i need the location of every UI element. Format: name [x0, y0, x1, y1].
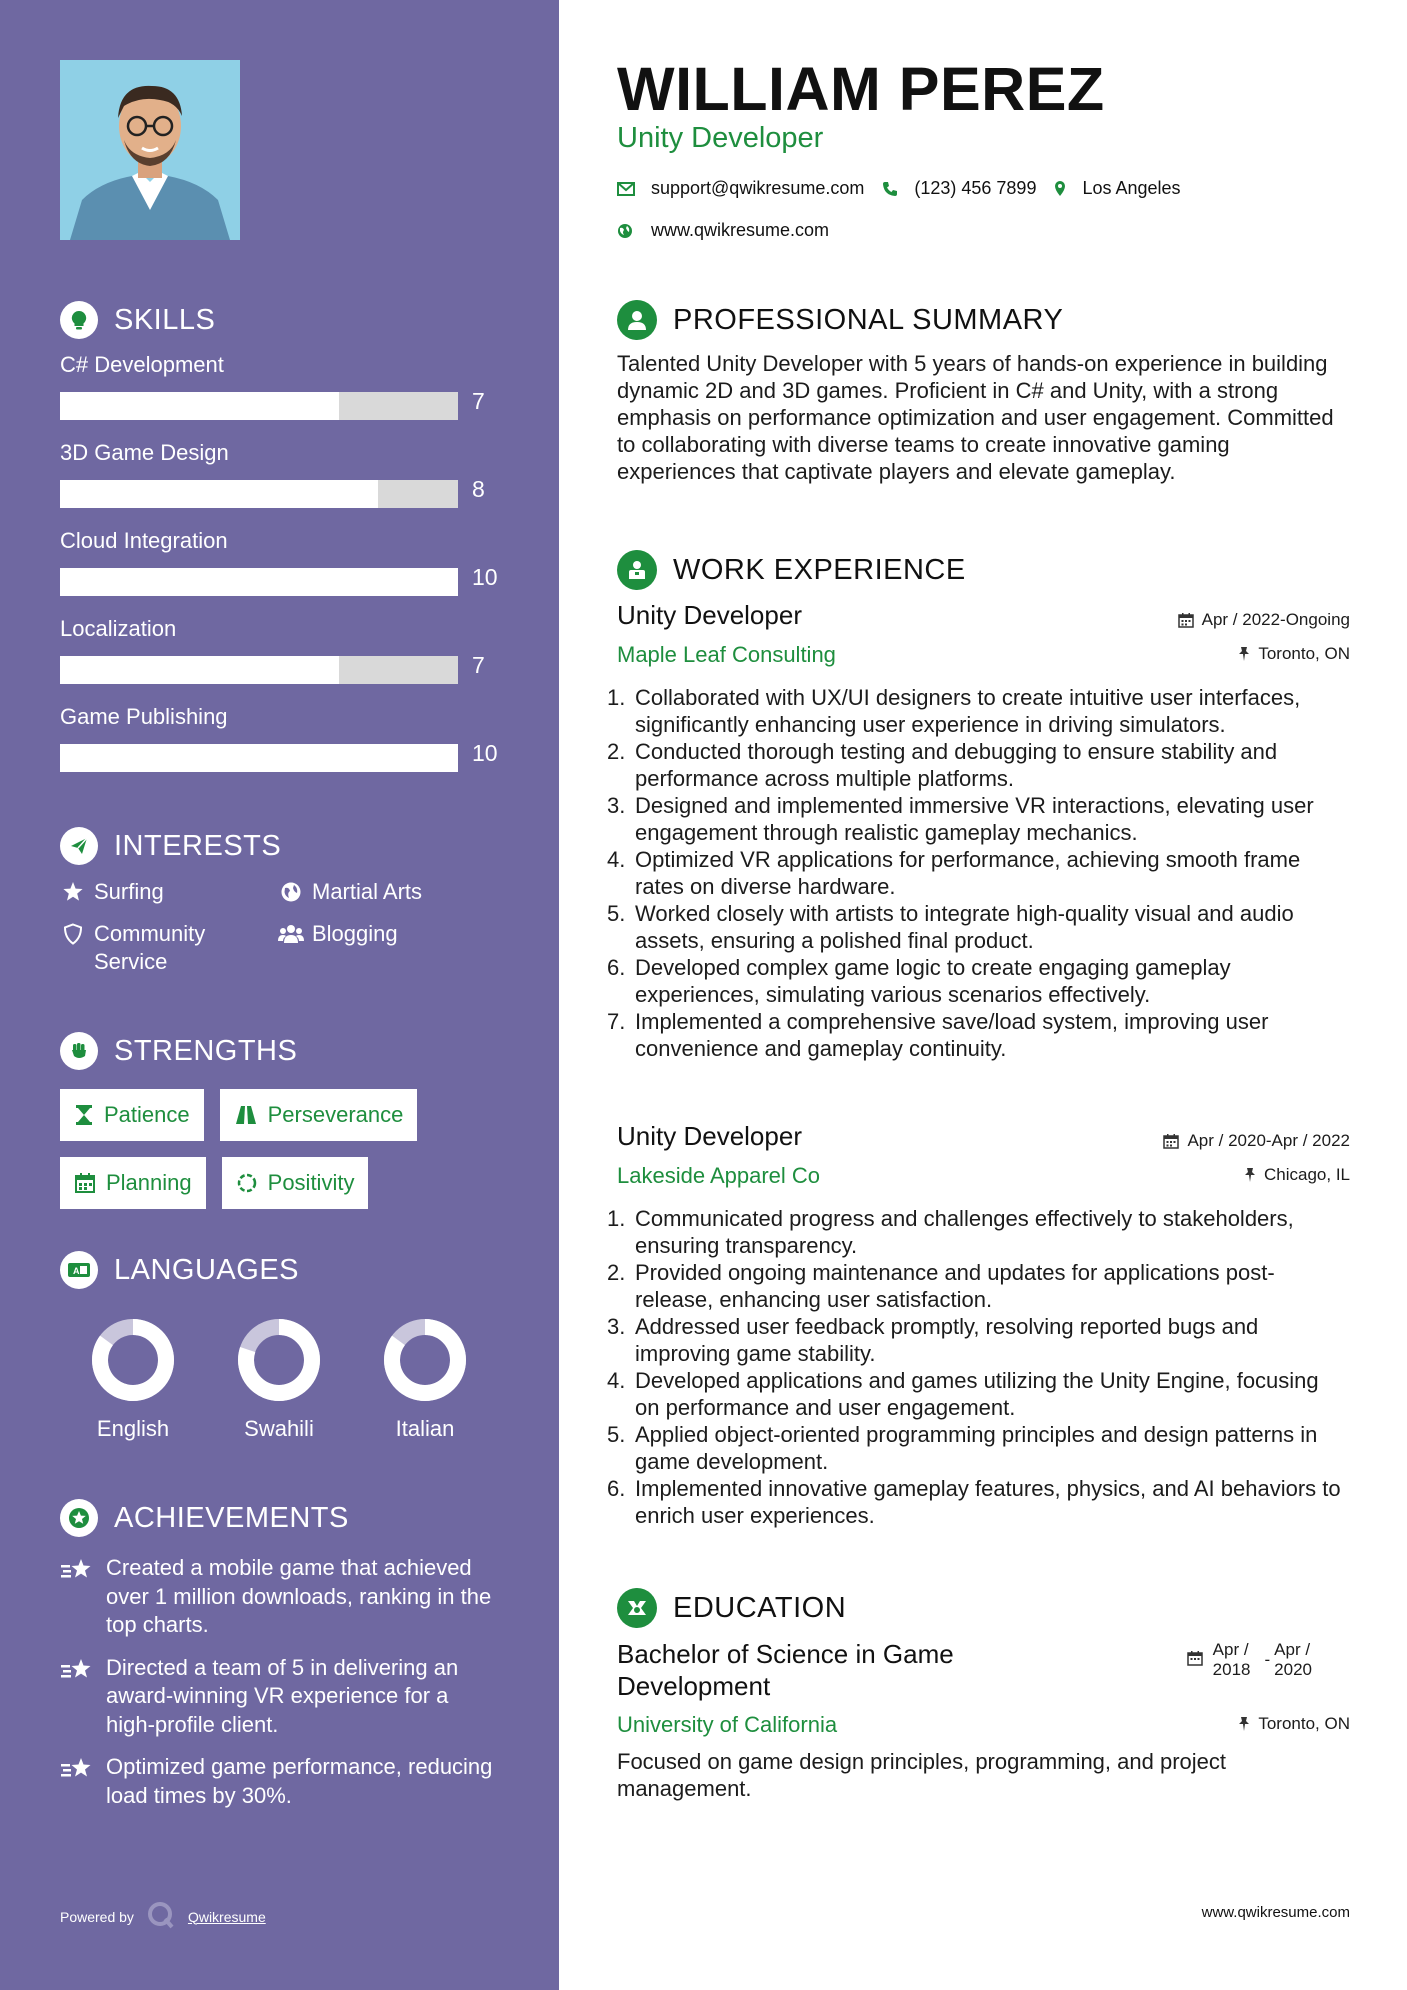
website-row	[617, 220, 829, 241]
strength-patience: Patience	[60, 1089, 204, 1141]
candidate-role: Unity Developer	[617, 122, 824, 154]
languages-list	[60, 1318, 500, 1442]
phone[interactable]: (123) 456 7899	[914, 178, 1037, 198]
skill-bar	[60, 656, 458, 684]
achievement-item	[60, 1554, 500, 1640]
main-content	[617, 0, 1350, 1990]
achievements-title: ACHIEVEMENTS	[114, 1501, 349, 1534]
skill-bar	[60, 744, 458, 772]
interests-list	[60, 878, 500, 976]
star-icon	[60, 878, 86, 903]
interest-item	[60, 878, 278, 906]
skills-title: SKILLS	[114, 303, 216, 336]
calendar-icon	[74, 1172, 96, 1194]
email[interactable]: support@qwikresume.com	[651, 178, 865, 198]
strength-perseverance: Perseverance	[220, 1089, 418, 1141]
job-bullet: Implemented innovative gameplay features, physics, and AI behaviors to enrich user experiences.	[635, 1476, 1341, 1528]
qwikresume-link[interactable]: Qwikresume	[187, 1908, 266, 1925]
calendar-icon	[1187, 1640, 1203, 1666]
skills-list	[60, 350, 500, 790]
job-company: Maple Leaf Consulting	[617, 642, 836, 667]
skill-item	[60, 350, 500, 438]
skill-name: C# Development	[60, 352, 224, 377]
shooting-star-icon	[60, 1753, 96, 1787]
skill-bar	[60, 568, 458, 596]
skill-item	[60, 526, 500, 614]
job-bullet: Designed and implemented immersive VR interactions, elevating user engagement through realistic gameplay mechanics.	[635, 793, 1314, 845]
summary-text: Talented Unity Developer with 5 years of hands-on experience in building dynamic 2D and 3D games. Proficient in C# and Unity, with a strong emphasis on performance optimization and user engagement. Committed to collaborating with diverse teams to create innovative gaming experiences that captivate players and elevate gameplay.	[617, 351, 1334, 484]
skill-item	[60, 614, 500, 702]
job-bullet: Conducted thorough testing and debugging to ensure stability and performance across multiple platforms.	[635, 739, 1278, 791]
language-label: Swahili	[244, 1416, 314, 1441]
job-bullet: Communicated progress and challenges effectively to stakeholders, ensuring transparency.	[635, 1206, 1294, 1258]
sidebar	[0, 0, 559, 1990]
circle-notch-icon	[236, 1172, 258, 1194]
skill-name: Localization	[60, 616, 177, 641]
language-item	[60, 1318, 206, 1442]
skill-bar-fill	[60, 480, 378, 508]
users-icon	[278, 920, 304, 945]
language-gauge	[237, 1318, 321, 1402]
job-bullet: Worked closely with artists to integrate high-quality visual and audio assets, ensuring a polished final product.	[635, 901, 1294, 953]
job-dates: Apr / 2020-Apr / 2022	[1163, 1131, 1350, 1151]
achievement-text: Directed a team of 5 in delivering an award-winning VR experience for a high-profile client.	[106, 1654, 459, 1737]
skill-item	[60, 702, 500, 790]
achievements-section	[60, 1496, 500, 1824]
education-dates: Apr / 2018 - Apr / 2020	[1187, 1640, 1312, 1680]
website[interactable]: www.qwikresume.com	[651, 220, 830, 240]
achievement-text: Optimized game performance, reducing load times by 30%.	[106, 1754, 493, 1808]
school: University of California	[617, 1712, 838, 1737]
language-item	[206, 1318, 352, 1442]
footer-url[interactable]: www.qwikresume.com	[1201, 1904, 1350, 1921]
map-marker-icon	[1054, 180, 1066, 197]
language-gauge	[383, 1318, 467, 1402]
education-entry	[617, 1638, 1350, 1737]
strengths-title: STRENGTHS	[114, 1034, 298, 1067]
skill-name: Game Publishing	[60, 704, 228, 729]
road-icon	[234, 1105, 258, 1125]
interest-item	[60, 920, 278, 976]
job-dates: Apr / 2022-Ongoing	[1178, 610, 1350, 630]
user-icon	[617, 300, 657, 340]
shield-icon	[60, 920, 86, 945]
phone-icon	[882, 181, 898, 197]
skills-section	[60, 298, 500, 790]
shooting-star-icon	[60, 1554, 96, 1588]
language-item	[352, 1318, 498, 1442]
interest-label: Martial Arts	[312, 879, 423, 904]
interests-title: INTERESTS	[114, 829, 282, 862]
candidate-name: WILLIAM PEREZ	[617, 55, 1105, 123]
skill-level: 7	[472, 388, 485, 414]
interest-label: Surfing	[94, 879, 164, 904]
contact-row	[617, 178, 1199, 199]
skill-level: 7	[472, 652, 485, 678]
interest-label: Community Service	[94, 921, 206, 974]
achievements-list	[60, 1554, 500, 1810]
job-bullet: Provided ongoing maintenance and updates for applications post-release, enhancing user satisfaction.	[635, 1260, 1275, 1312]
pin-icon	[1238, 646, 1250, 662]
education-location: Toronto, ON	[1238, 1714, 1350, 1734]
skill-bar	[60, 480, 458, 508]
job-2	[617, 1121, 1350, 1528]
strengths-list	[60, 1089, 500, 1209]
achievement-item	[60, 1753, 500, 1810]
interest-label: Blogging	[312, 921, 398, 946]
paper-plane-icon	[60, 827, 98, 865]
job-bullet: Applied object-oriented programming principles and design patterns in game development.	[635, 1422, 1318, 1474]
job-bullet: Developed complex game logic to create engaging gameplay experiences, simulating various scenarios effectively.	[635, 955, 1231, 1007]
job-bullet: Collaborated with UX/UI designers to create intuitive user interfaces, significantly enhancing user experience in driving simulators.	[635, 685, 1301, 737]
interest-item	[278, 878, 496, 906]
qwikresume-logo-icon	[146, 1900, 176, 1933]
globe-icon	[617, 223, 633, 239]
strength-positivity: Positivity	[222, 1157, 369, 1209]
profile-photo	[60, 60, 240, 240]
pin-icon	[1244, 1167, 1256, 1183]
calendar-icon	[1178, 612, 1194, 628]
skill-level: 10	[472, 740, 498, 766]
interest-item	[278, 920, 496, 976]
job-1	[617, 600, 1350, 1061]
powered-by: Powered by Qwikresume	[60, 1900, 266, 1933]
envelope-icon	[617, 182, 635, 196]
skill-level: 8	[472, 476, 485, 502]
lightbulb-icon	[60, 301, 98, 339]
education-header: EDUCATION	[617, 1586, 846, 1630]
skill-bar-fill	[60, 392, 339, 420]
briefcase-user-icon	[617, 550, 657, 590]
degree: Bachelor of Science in Game Development	[617, 1639, 954, 1701]
skill-name: Cloud Integration	[60, 528, 228, 553]
job-bullets	[607, 684, 1347, 1062]
job-location: Chicago, IL	[1244, 1165, 1350, 1185]
language-label: English	[96, 1416, 170, 1441]
summary-header: PROFESSIONAL SUMMARY	[617, 298, 1063, 342]
job-bullet: Developed applications and games utilizing the Unity Engine, focusing on performance and user engagement.	[635, 1368, 1319, 1420]
hourglass-icon	[74, 1104, 94, 1126]
strength-planning: Planning	[60, 1157, 206, 1209]
fist-icon	[60, 1032, 98, 1070]
skill-bar	[60, 392, 458, 420]
languages-title: LANGUAGES	[114, 1253, 299, 1286]
achievement-item	[60, 1654, 500, 1740]
job-company: Lakeside Apparel Co	[617, 1163, 821, 1188]
job-bullet: Implemented a comprehensive save/load system, improving user convenience and gameplay continuity.	[635, 1009, 1269, 1061]
interests-section	[60, 824, 500, 976]
location: Los Angeles	[1082, 178, 1181, 198]
strengths-section	[60, 1029, 500, 1225]
skill-bar-fill	[60, 568, 458, 596]
skill-level: 10	[472, 564, 498, 590]
calendar-icon	[1163, 1133, 1179, 1149]
job-bullet: Addressed user feedback promptly, resolving reported bugs and improving game stability.	[635, 1314, 1259, 1366]
job-location: Toronto, ON	[1238, 644, 1350, 664]
graduation-icon	[617, 1588, 657, 1628]
skill-bar-fill	[60, 744, 458, 772]
languages-section	[60, 1248, 500, 1442]
achievement-text: Created a mobile game that achieved over 1 million downloads, ranking in the top charts.	[106, 1555, 492, 1637]
language-gauge	[91, 1318, 175, 1402]
job-bullet: Optimized VR applications for performance, achieving smooth frame rates on diverse hardware.	[635, 847, 1301, 899]
job-bullets	[607, 1205, 1347, 1529]
svg-text:A: A	[73, 1266, 80, 1276]
pin-icon	[1238, 1716, 1250, 1732]
education-description: Focused on game design principles, programming, and project management.	[617, 1749, 1226, 1801]
skill-name: 3D Game Design	[60, 440, 229, 465]
globe-icon	[278, 878, 304, 903]
experience-header: WORK EXPERIENCE	[617, 548, 966, 592]
skill-item	[60, 438, 500, 526]
shooting-star-icon	[60, 1654, 96, 1688]
job-title: Unity Developer	[617, 1121, 802, 1151]
award-star-icon	[60, 1499, 98, 1537]
language-icon	[60, 1251, 98, 1289]
skill-bar-fill	[60, 656, 339, 684]
job-title: Unity Developer	[617, 600, 802, 630]
language-label: Italian	[395, 1416, 455, 1441]
